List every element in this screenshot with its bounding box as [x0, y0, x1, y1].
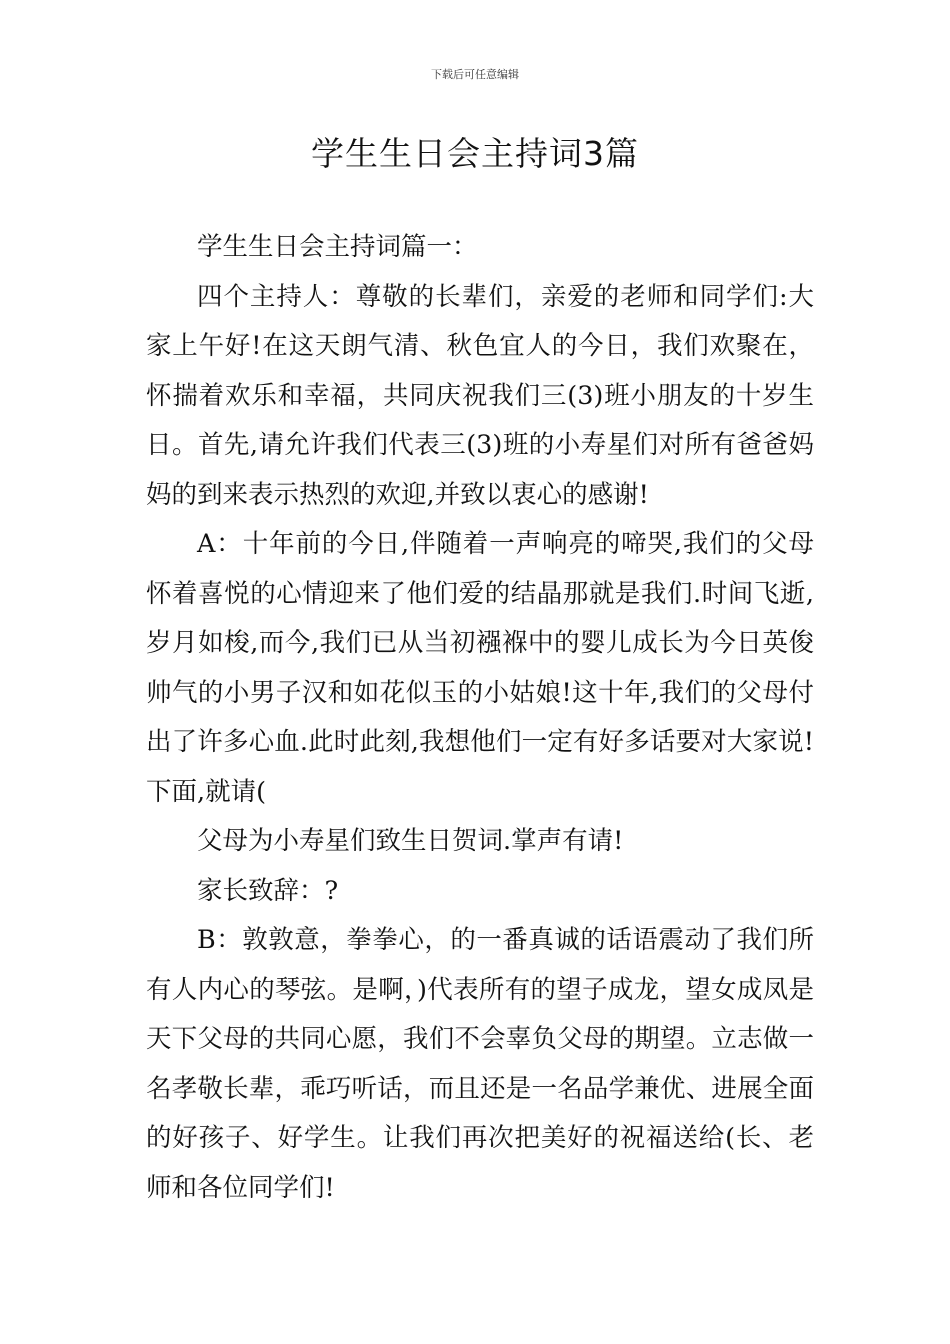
paragraph-parent-speech: 家长致辞：?	[197, 875, 339, 906]
paragraph-host-b: B：敦敦意，拳拳心，的一番真诚的话语震动了我们所有人内心的琴弦。是啊，)代表所有的望子成龙，望女成凤是天下父母的共同心愿，我们不会辜负父母的期望。立志做一名孝敬长辈，乖巧听话，而且还是一名品学兼优、进展全面的好孩子、好学生。让我们再次把美好的祝福送给(长、老师和各位同学们!	[146, 925, 814, 1203]
paragraph-host-a: A：十年前的今日,伴随着一声响亮的啼哭,我们的父母怀着喜悦的心情迎来了他们爱的结晶那就是我们.时间飞逝,岁月如梭,而今,我们已从当初襁褓中的婴儿成长为今日英俊帅气的小男子汉和如花似玉的小姑娘!这十年,我们的父母付出了许多心血.此时此刻,我想他们一定有好多话要对大家说!下面,就请(	[146, 529, 814, 807]
paragraph-invite-parents: 父母为小寿星们致生日贺词.掌声有请!	[197, 826, 624, 856]
paragraph-section-heading: 学生生日会主持词篇一：	[197, 232, 478, 262]
header-note: 下载后可任意编辑	[431, 68, 519, 81]
page-title: 学生生日会主持词3篇	[311, 134, 639, 173]
document-body	[146, 223, 814, 1213]
paragraph-opening-remarks: 四个主持人：尊敬的长辈们，亲爱的老师和同学们:大家上午好!在这天朗气清、秋色宜人的今日，我们欢聚在，怀揣着欢乐和幸福，共同庆祝我们三(3)班小朋友的十岁生日。首先,请允许我们代表三(3)班的小寿星们对所有爸爸妈妈的到来表示热烈的欢迎,并致以衷心的感谢!	[146, 281, 814, 510]
